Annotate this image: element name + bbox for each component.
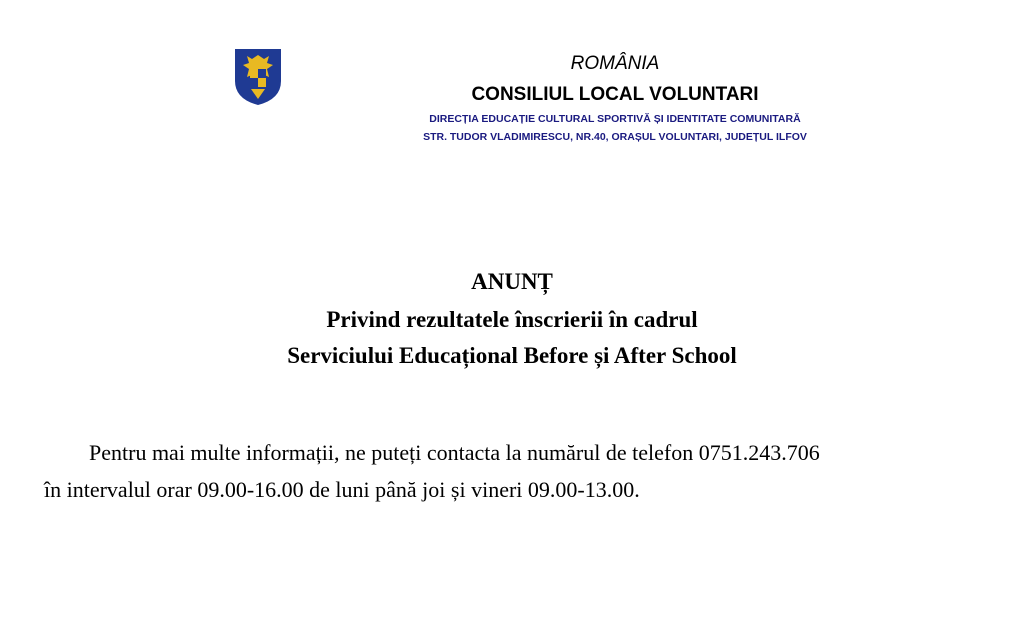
announcement-title: ANUNȚ	[471, 269, 553, 294]
body-line-1: Pentru mai multe informații, ne puteți contacta la numărul de telefon 0751.243.706	[89, 440, 820, 465]
header-country: ROMÂNIA	[570, 53, 660, 74]
header-council: CONSILIUL LOCAL VOLUNTARI	[471, 84, 759, 105]
header-direction: DIRECȚIA EDUCAȚIE CULTURAL SPORTIVĂ ȘI IDENTITATE COMUNITARĂ	[429, 113, 801, 125]
header-address: STR. TUDOR VLADIMIRESCU, NR.40, ORAȘUL VOLUNTARI, JUDEȚUL ILFOV	[423, 131, 807, 143]
announcement-subtitle-line2: Serviciului Educațional Before și After School	[287, 343, 737, 368]
body-line-2: în intervalul orar 09.00-16.00 de luni până joi și vineri 09.00-13.00.	[44, 477, 640, 502]
romania-coat-of-arms-icon	[233, 47, 283, 107]
announcement-subtitle-line1: Privind rezultatele înscrierii în cadrul	[326, 307, 698, 332]
